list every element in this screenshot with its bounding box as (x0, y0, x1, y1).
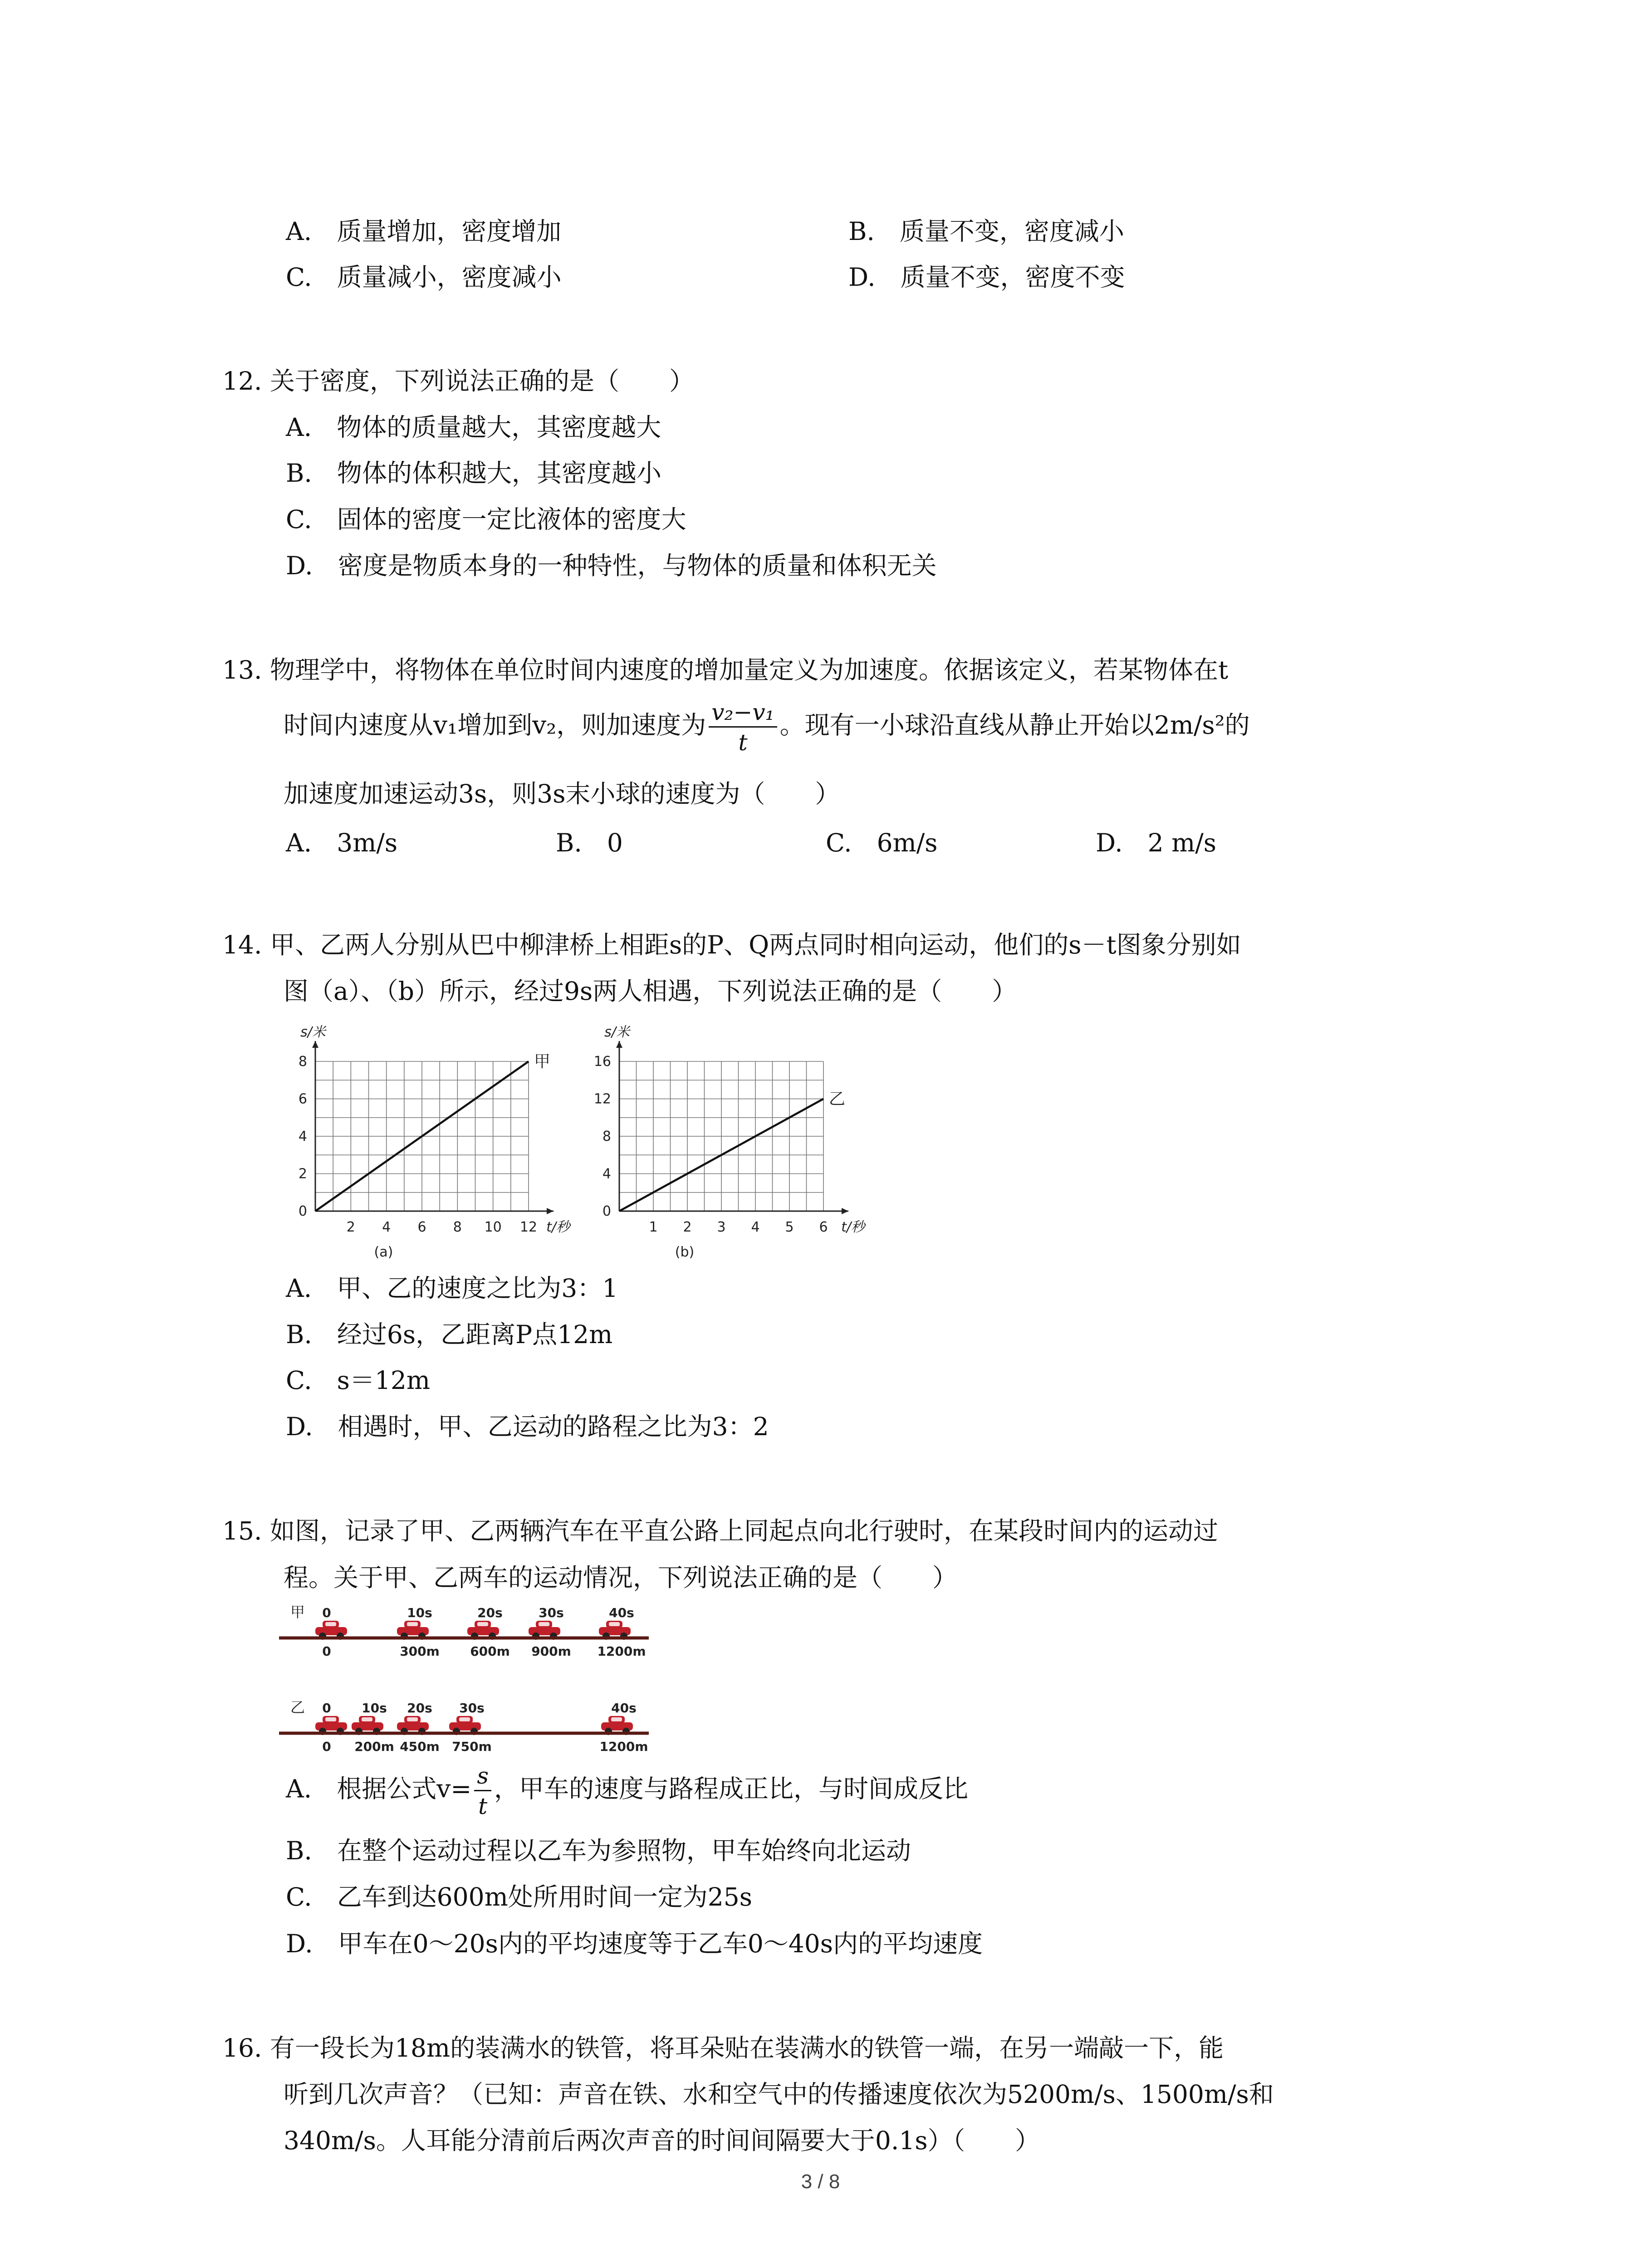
series-label: 乙 (829, 1090, 846, 1109)
x-tick-label: 5 (785, 1219, 794, 1235)
jia-time-label: 10s (407, 1605, 432, 1620)
yi-time-label: 30s (459, 1701, 485, 1716)
jia-time-label: 40s (609, 1605, 634, 1620)
q13-line2-pre: 时间内速度从v₁增加到v₂，则加速度为 (284, 710, 706, 740)
y-tick-label: 4 (298, 1129, 307, 1144)
q12-stem: 12. 关于密度，下列说法正确的是（ ） (222, 367, 694, 396)
q13-line1: 13. 物理学中，将物体在单位时间内速度的增加量定义为加速度。依据该定义，若某物体在t (222, 655, 1229, 684)
y-tick-label: 8 (298, 1054, 307, 1070)
jia-label: 甲 (290, 1603, 305, 1621)
jia-distance-label: 300m (400, 1644, 440, 1659)
q11-option-a: A. 质量增加，密度增加 (286, 217, 562, 246)
yi-label: 乙 (290, 1699, 305, 1716)
q13-line2 (284, 701, 1250, 754)
x-tick-label: 6 (819, 1219, 828, 1235)
x-tick-label: 4 (382, 1219, 391, 1235)
fraction-denominator: t (738, 729, 748, 756)
q13-option-a: A. 3m/s (286, 828, 398, 857)
q14-option-c: C. s＝12m (286, 1366, 430, 1395)
jia-car-window (407, 1622, 418, 1626)
y-axis-label: s/米 (604, 1024, 630, 1040)
y-tick-label: 6 (298, 1091, 307, 1107)
fraction-denominator: t (478, 1793, 488, 1819)
chart-a (272, 1016, 599, 1266)
y-tick-label: 2 (298, 1166, 307, 1182)
chart-b (576, 1016, 903, 1266)
x-tick-label: 2 (683, 1219, 692, 1235)
car-motion-figure (277, 1592, 667, 1765)
q14-line1: 14. 甲、乙两人分别从巴中柳津桥上相距s的P、Q两点同时相向运动，他们的s－t图象分别如 (222, 930, 1241, 959)
fraction-numerator: v₂−v₁ (709, 701, 777, 728)
jia-car-window (539, 1622, 549, 1626)
x-tick-label: 6 (417, 1219, 426, 1235)
q15-option-a-pre: A. 根据公式v= (286, 1774, 472, 1804)
y-axis-arrow (616, 1041, 622, 1048)
q13-option-d: D. 2 m/s (1096, 828, 1217, 857)
q13-line3: 加速度加速运动3s，则3s末小球的速度为（ ） (284, 779, 840, 808)
q15-option-d: D. 甲车在0～20s内的平均速度等于乙车0～40s内的平均速度 (286, 1929, 983, 1958)
jia-distance-label: 1200m (597, 1644, 646, 1659)
yi-time-label: 0 (322, 1701, 331, 1716)
x-axis-arrow (547, 1208, 554, 1214)
jia-car-window (609, 1622, 620, 1626)
q16-line3: 340m/s。人耳能分清前后两次声音的时间间隔要大于0.1s）（ ） (284, 2126, 1040, 2155)
acceleration-fraction (709, 701, 777, 754)
x-axis-arrow (842, 1208, 848, 1214)
x-tick-label: 8 (453, 1219, 462, 1235)
yi-car-window (325, 1717, 336, 1721)
jia-time-label: 0 (322, 1605, 331, 1620)
q14-option-d: D. 相遇时，甲、乙运动的路程之比为3：2 (286, 1412, 769, 1441)
q15-option-a (286, 1765, 968, 1818)
yi-car-window (362, 1717, 372, 1721)
yi-distance-label: 750m (452, 1739, 492, 1754)
y-tick-label: 16 (593, 1054, 611, 1070)
q15-line2: 程。关于甲、乙两车的运动情况，下列说法正确的是（ ） (284, 1563, 958, 1592)
q12-option-a: A. 物体的质量越大，其密度越大 (286, 413, 661, 442)
y-tick-label: 4 (602, 1166, 611, 1182)
q16-line2: 听到几次声音？（已知：声音在铁、水和空气中的传播速度依次为5200m/s、1500m/s和 (284, 2080, 1274, 2109)
x-axis-label: t/秒 (841, 1219, 865, 1235)
y-tick-label: 12 (593, 1091, 611, 1107)
x-tick-label: 1 (649, 1219, 658, 1235)
x-tick-label: 4 (751, 1219, 760, 1235)
yi-distance-label: 200m (354, 1739, 394, 1754)
q15-option-c: C. 乙车到达600m处所用时间一定为25s (286, 1882, 752, 1911)
x-tick-label: 12 (519, 1219, 538, 1235)
q15-option-a-post: ，甲车的速度与路程成正比，与时间成反比 (494, 1774, 969, 1804)
q11-option-d: D. 质量不变，密度不变 (848, 263, 1125, 292)
fraction-numerator: s (474, 1765, 491, 1791)
q15-option-b: B. 在整个运动过程以乙车为参照物，甲车始终向北运动 (286, 1836, 911, 1865)
velocity-formula-fraction (474, 1765, 491, 1818)
q12-option-b: B. 物体的体积越大，其密度越小 (286, 459, 661, 488)
jia-time-label: 30s (539, 1605, 564, 1620)
jia-time-label: 20s (477, 1605, 503, 1620)
q16-line1: 16. 有一段长为18m的装满水的铁管，将耳朵贴在装满水的铁管一端，在另一端敲一下，能 (222, 2033, 1224, 2063)
q12-option-d: D. 密度是物质本身的一种特性，与物体的质量和体积无关 (286, 551, 937, 580)
q13-option-b: B. 0 (556, 828, 623, 857)
x-tick-label: 10 (484, 1219, 502, 1235)
q13-line2-post: 。现有一小球沿直线从静止开始以2m/s²的 (779, 710, 1250, 740)
q11-option-c: C. 质量减小，密度减小 (286, 263, 562, 292)
page-number: 3 / 8 (801, 2170, 840, 2193)
jia-distance-label: 0 (322, 1644, 331, 1659)
q14-option-b: B. 经过6s，乙距离P点12m (286, 1320, 613, 1349)
q14-option-a: A. 甲、乙的速度之比为3：1 (286, 1274, 618, 1303)
yi-time-label: 10s (362, 1701, 387, 1716)
yi-car-window (459, 1717, 470, 1721)
y-tick-label: 8 (602, 1129, 611, 1144)
y-tick-label: 0 (602, 1203, 611, 1219)
yi-time-label: 20s (407, 1701, 432, 1716)
y-axis-label: s/米 (300, 1024, 326, 1040)
q15-line1: 15. 如图，记录了甲、乙两辆汽车在平直公路上同起点向北行驶时，在某段时间内的运动过 (222, 1516, 1218, 1545)
yi-distance-label: 450m (400, 1739, 440, 1754)
yi-distance-label: 0 (322, 1739, 331, 1754)
jia-distance-label: 900m (531, 1644, 571, 1659)
chart-caption: (a) (374, 1244, 393, 1260)
jia-car-window (477, 1622, 488, 1626)
yi-time-label: 40s (611, 1701, 637, 1716)
jia-distance-label: 600m (470, 1644, 510, 1659)
x-tick-label: 2 (346, 1219, 355, 1235)
q12-option-c: C. 固体的密度一定比液体的密度大 (286, 505, 686, 534)
x-tick-label: 3 (717, 1219, 726, 1235)
q14-line2: 图（a）、（b）所示，经过9s两人相遇，下列说法正确的是（ ） (284, 977, 1017, 1006)
q11-option-b: B. 质量不变，密度减小 (848, 217, 1124, 246)
chart-caption: (b) (675, 1244, 695, 1260)
q13-option-c: C. 6m/s (826, 828, 938, 857)
y-axis-arrow (312, 1041, 318, 1048)
y-tick-label: 0 (298, 1203, 307, 1219)
jia-car-window (325, 1622, 336, 1626)
series-label: 甲 (534, 1052, 551, 1071)
yi-car-window (611, 1717, 622, 1721)
yi-distance-label: 1200m (599, 1739, 648, 1754)
yi-car-window (407, 1717, 418, 1721)
x-axis-label: t/秒 (546, 1219, 570, 1235)
